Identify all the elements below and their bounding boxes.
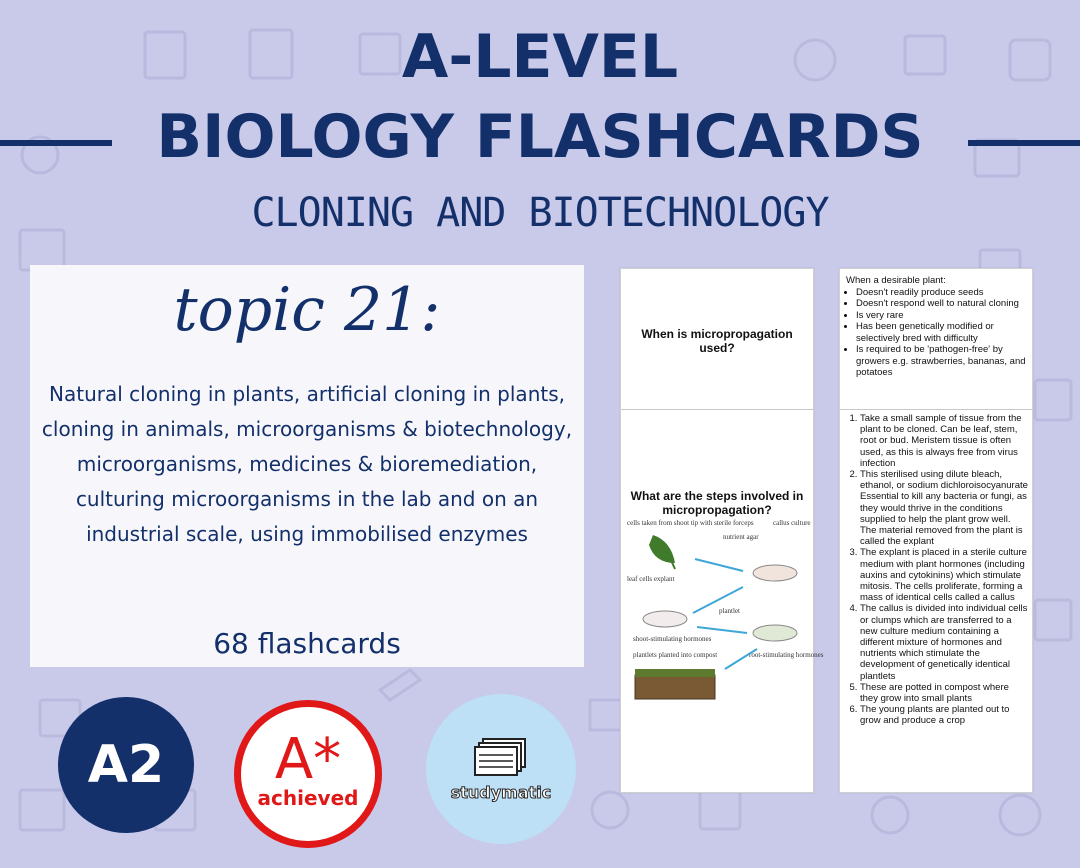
- decorative-rule-right: [968, 140, 1080, 146]
- arrow-1: [695, 559, 743, 571]
- card-divider: [621, 409, 813, 410]
- answer-2: [844, 413, 1028, 727]
- diagram-label-top: cells taken from shoot tip with sterile forceps: [627, 519, 754, 527]
- compost-tray: [635, 675, 715, 699]
- answer-2-step: 3. The explant is placed in a sterile culture medium with plant hormones (including auxins and cytokinins) which stimulate mitosis. The cells proliferate, forming a mass of identical cells called a callus: [860, 547, 1028, 603]
- answer-1-item: • Has been genetically modified or selectively bred with difficulty: [856, 321, 1028, 344]
- answer-2-step: 5. These are potted in compost where they grow into small plants: [860, 682, 1028, 704]
- achieved-label: achieved: [257, 786, 359, 810]
- flashcards-icon: [473, 737, 529, 777]
- arrow-4: [725, 649, 757, 669]
- title-line-1: A-LEVEL: [401, 22, 679, 92]
- diagram-label-nutrient: nutrient agar: [723, 533, 759, 541]
- grade-label: A*: [274, 727, 342, 792]
- flashcard-answers-panel: [839, 268, 1033, 793]
- topic-heading: topic 21:: [173, 275, 441, 345]
- diagram-label-callus: callus culture: [773, 519, 811, 527]
- answer-2-list: [844, 413, 1028, 727]
- brand-label: studymatic: [450, 782, 552, 802]
- answer-2-step: 4. The callus is divided into individual cells or clumps which are transferred to a new culture medium containing a different mixture of hormones and nutrients which stimulate the development of genetically identical plantlets: [860, 603, 1028, 681]
- answer-2-step: 2. This sterilised using dilute bleach, ethanol, or sodium dichloroisocyanurate Essential to kill any bacteria or fungi, as they would thrive in the conditions supplied to help the plant grow well. The material removed from the plant is called the explant: [860, 469, 1028, 547]
- answer-2-step: 1. Take a small sample of tissue from the plant to be cloned. Can be leaf, stem, root or bud. Meristem tissue is often used, as this is always free from virus infection: [860, 413, 1028, 469]
- level-badge: [58, 697, 194, 833]
- petri-dish-callus: [753, 565, 797, 581]
- flashcard-count: 68 flashcards: [213, 627, 401, 660]
- question-1: When is micropropagation used?: [641, 327, 793, 355]
- answer-2-step: 6. The young plants are planted out to grow and produce a crop: [860, 704, 1028, 726]
- card-divider: [840, 409, 1032, 410]
- answer-1-item: • Doesn't readily produce seeds: [856, 287, 1028, 299]
- answer-1: [846, 275, 1028, 379]
- achieved-badge: [234, 700, 382, 848]
- decorative-rule-left: [0, 140, 112, 146]
- answer-1-item: • Doesn't respond well to natural cloning: [856, 298, 1028, 310]
- studymatic-badge: [426, 694, 576, 844]
- answer-1-list: [846, 287, 1028, 379]
- micropropagation-diagram: [625, 517, 824, 707]
- answer-1-intro: When a desirable plant:: [846, 275, 946, 286]
- diagram-label-leaf: leaf cells explant: [627, 575, 675, 583]
- answer-1-item: • Is very rare: [856, 310, 1028, 322]
- arrow-3: [697, 627, 747, 633]
- topic-description: Natural cloning in plants, artificial cloning in plants, cloning in animals, microorganisms & biotechnology, microorganisms, medicines & bioremediation, culturing microorganisms in the lab and on an industrial scale, using immobilised enzymes: [41, 382, 573, 546]
- title-row: [0, 102, 1080, 182]
- petri-dish-shoot: [643, 611, 687, 627]
- subtitle: CLONING AND BIOTECHNOLOGY: [251, 190, 829, 236]
- diagram-label-plantlet: plantlet: [719, 607, 740, 615]
- level-badge-label: A2: [87, 735, 165, 795]
- diagram-label-shoot: shoot-stimulating hormones: [633, 635, 712, 643]
- diagram-label-planted: plantlets planted into compost: [633, 651, 718, 659]
- petri-dish-root: [753, 625, 797, 641]
- plantlets-row: [635, 669, 715, 677]
- title-line-2: BIOLOGY FLASHCARDS: [156, 102, 924, 172]
- flashcard-questions-panel: [620, 268, 824, 793]
- diagram-label-root: root-stimulating hormones: [749, 651, 824, 659]
- question-2: What are the steps involved in micropropagation?: [630, 489, 804, 517]
- answer-1-item: • Is required to be 'pathogen-free' by growers e.g. strawberries, bananas, and potatoes: [856, 344, 1028, 379]
- topic-card: [30, 265, 584, 667]
